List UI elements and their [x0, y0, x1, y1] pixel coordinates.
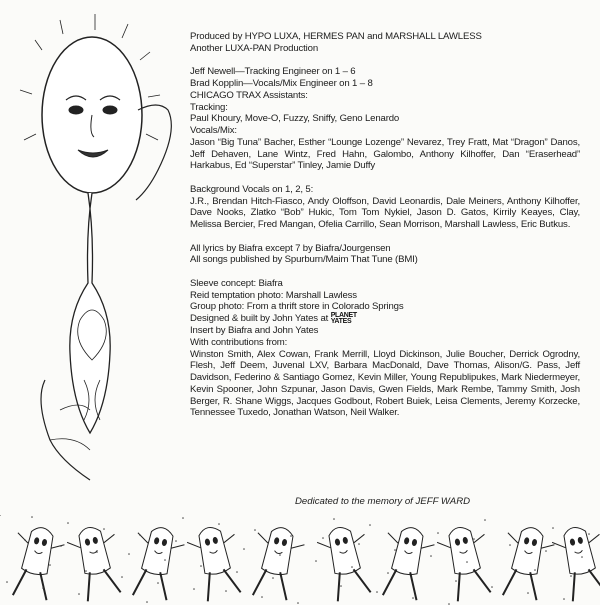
- design-credit: [190, 313, 580, 325]
- background-vocals-names: J.R., Brendan Hitch-Fiasco, Andy Oloffson, David Leonardis, Dale Meiners, Anthony Kilhoffer, Dave Nooks, Zlatko “Bob” Hukic, Tom Tom Nykiel, Jason D. Gatos, Kirrily Keayes, Clay, Melissa Bercier, Fred Mangan, Ofelia Carrillo, Sean Morrison, Marshall Lawless, Eric Butkus.: [190, 195, 580, 230]
- tracking-names: Paul Khoury, Move-O, Fuzzy, Sniffy, Geno Lenardo: [190, 113, 400, 125]
- logo-line2: YATES: [330, 318, 352, 325]
- assistants-heading: CHICAGO TRAX Assistants:: [190, 89, 308, 101]
- spoon-lady-illustration: [0, 0, 190, 515]
- dancer-figure: [495, 523, 557, 603]
- dancing-figures-illustration: [0, 515, 600, 605]
- credits-text: [190, 31, 580, 419]
- background-vocals-heading: Background Vocals on 1, 2, 5:: [190, 183, 314, 195]
- dancer-figure: [550, 523, 600, 603]
- contributions-heading: With contributions from:: [190, 336, 288, 348]
- tracking-engineer: Jeff Newell—Tracking Engineer on 1 – 6: [190, 66, 356, 78]
- logo-line1: PLANET: [330, 312, 357, 319]
- dancer-figure: [5, 523, 67, 603]
- dancer-figure: [185, 523, 247, 603]
- tracking-heading: Tracking:: [190, 101, 228, 113]
- insert-credit: Insert by Biafra and John Yates: [190, 325, 319, 336]
- vocals-names: Jason “Big Tuna” Bacher, Esther “Lounge Lozenge” Nevarez, Trey Fratt, Mat “Dragon” Danos, Jeff Dehaven, Lane Wintz, Fred Hahn, Galombo, Anthony Kilhoffer, Dan “Eraserhead” Harkabus, Ed “Superstar” Tinley, Jamie Duffy: [190, 136, 580, 172]
- vocals-heading: Vocals/Mix:: [190, 125, 237, 136]
- dedication: Dedicated to the memory of JEFF WARD: [295, 496, 471, 507]
- reid-photo-credit: Reid temptation photo: Marshall Lawless: [190, 289, 357, 301]
- dancer-figure: [315, 523, 377, 603]
- design-credit-text: Designed & built by John Yates at: [190, 313, 329, 324]
- dancer-figure: [375, 523, 437, 603]
- dancer-figure: [435, 523, 497, 603]
- production-line: Another LUXA-PAN Production: [190, 42, 319, 54]
- contributions-names: Winston Smith, Alex Cowan, Frank Merrill, Lloyd Dickinson, Julie Boucher, Derrick Ogrodny, Flesh, Jeff Deem, Juvenal LXV, Barbara MacDonald, Dave Thomas, Alison/G. Pass, Jeff Davidson, Federino & Santiago Gomez, Kevin Miller, Young Republipukes, Mark Niedermeyer, Kevin Spooner, John Szpunar, Jason Davis, Gwen Fields, Mark Rembe, Tammy Smith, Josh Berger, R. Shane Wiggs, Jacques Godbout, Robert Buiek, Leisa Clements, Jeremy Korzecke, Tennessee Tuxedo, Jonathan Watson, Neil Walker.: [190, 348, 580, 419]
- sleeve-concept: Sleeve concept: Biafra: [190, 277, 283, 289]
- mix-engineer: Brad Kopplin—Vocals/Mix Engineer on 1 – 8: [190, 78, 373, 89]
- publishing-credit: All songs published by Spurburn/Maim That Tune (BMI): [190, 254, 418, 266]
- dancer-figure: [245, 523, 307, 603]
- producer-line: Produced by HYPO LUXA, HERMES PAN and MARSHALL LAWLESS: [190, 31, 482, 42]
- dancer-figure: [125, 523, 187, 603]
- planet-yates-logo: [331, 313, 357, 325]
- lyrics-credit: All lyrics by Biafra except 7 by Biafra/Jourgensen: [190, 242, 391, 254]
- group-photo-credit: Group photo: From a thrift store in Colorado Springs: [190, 301, 404, 313]
- dancer-figure: [65, 523, 127, 603]
